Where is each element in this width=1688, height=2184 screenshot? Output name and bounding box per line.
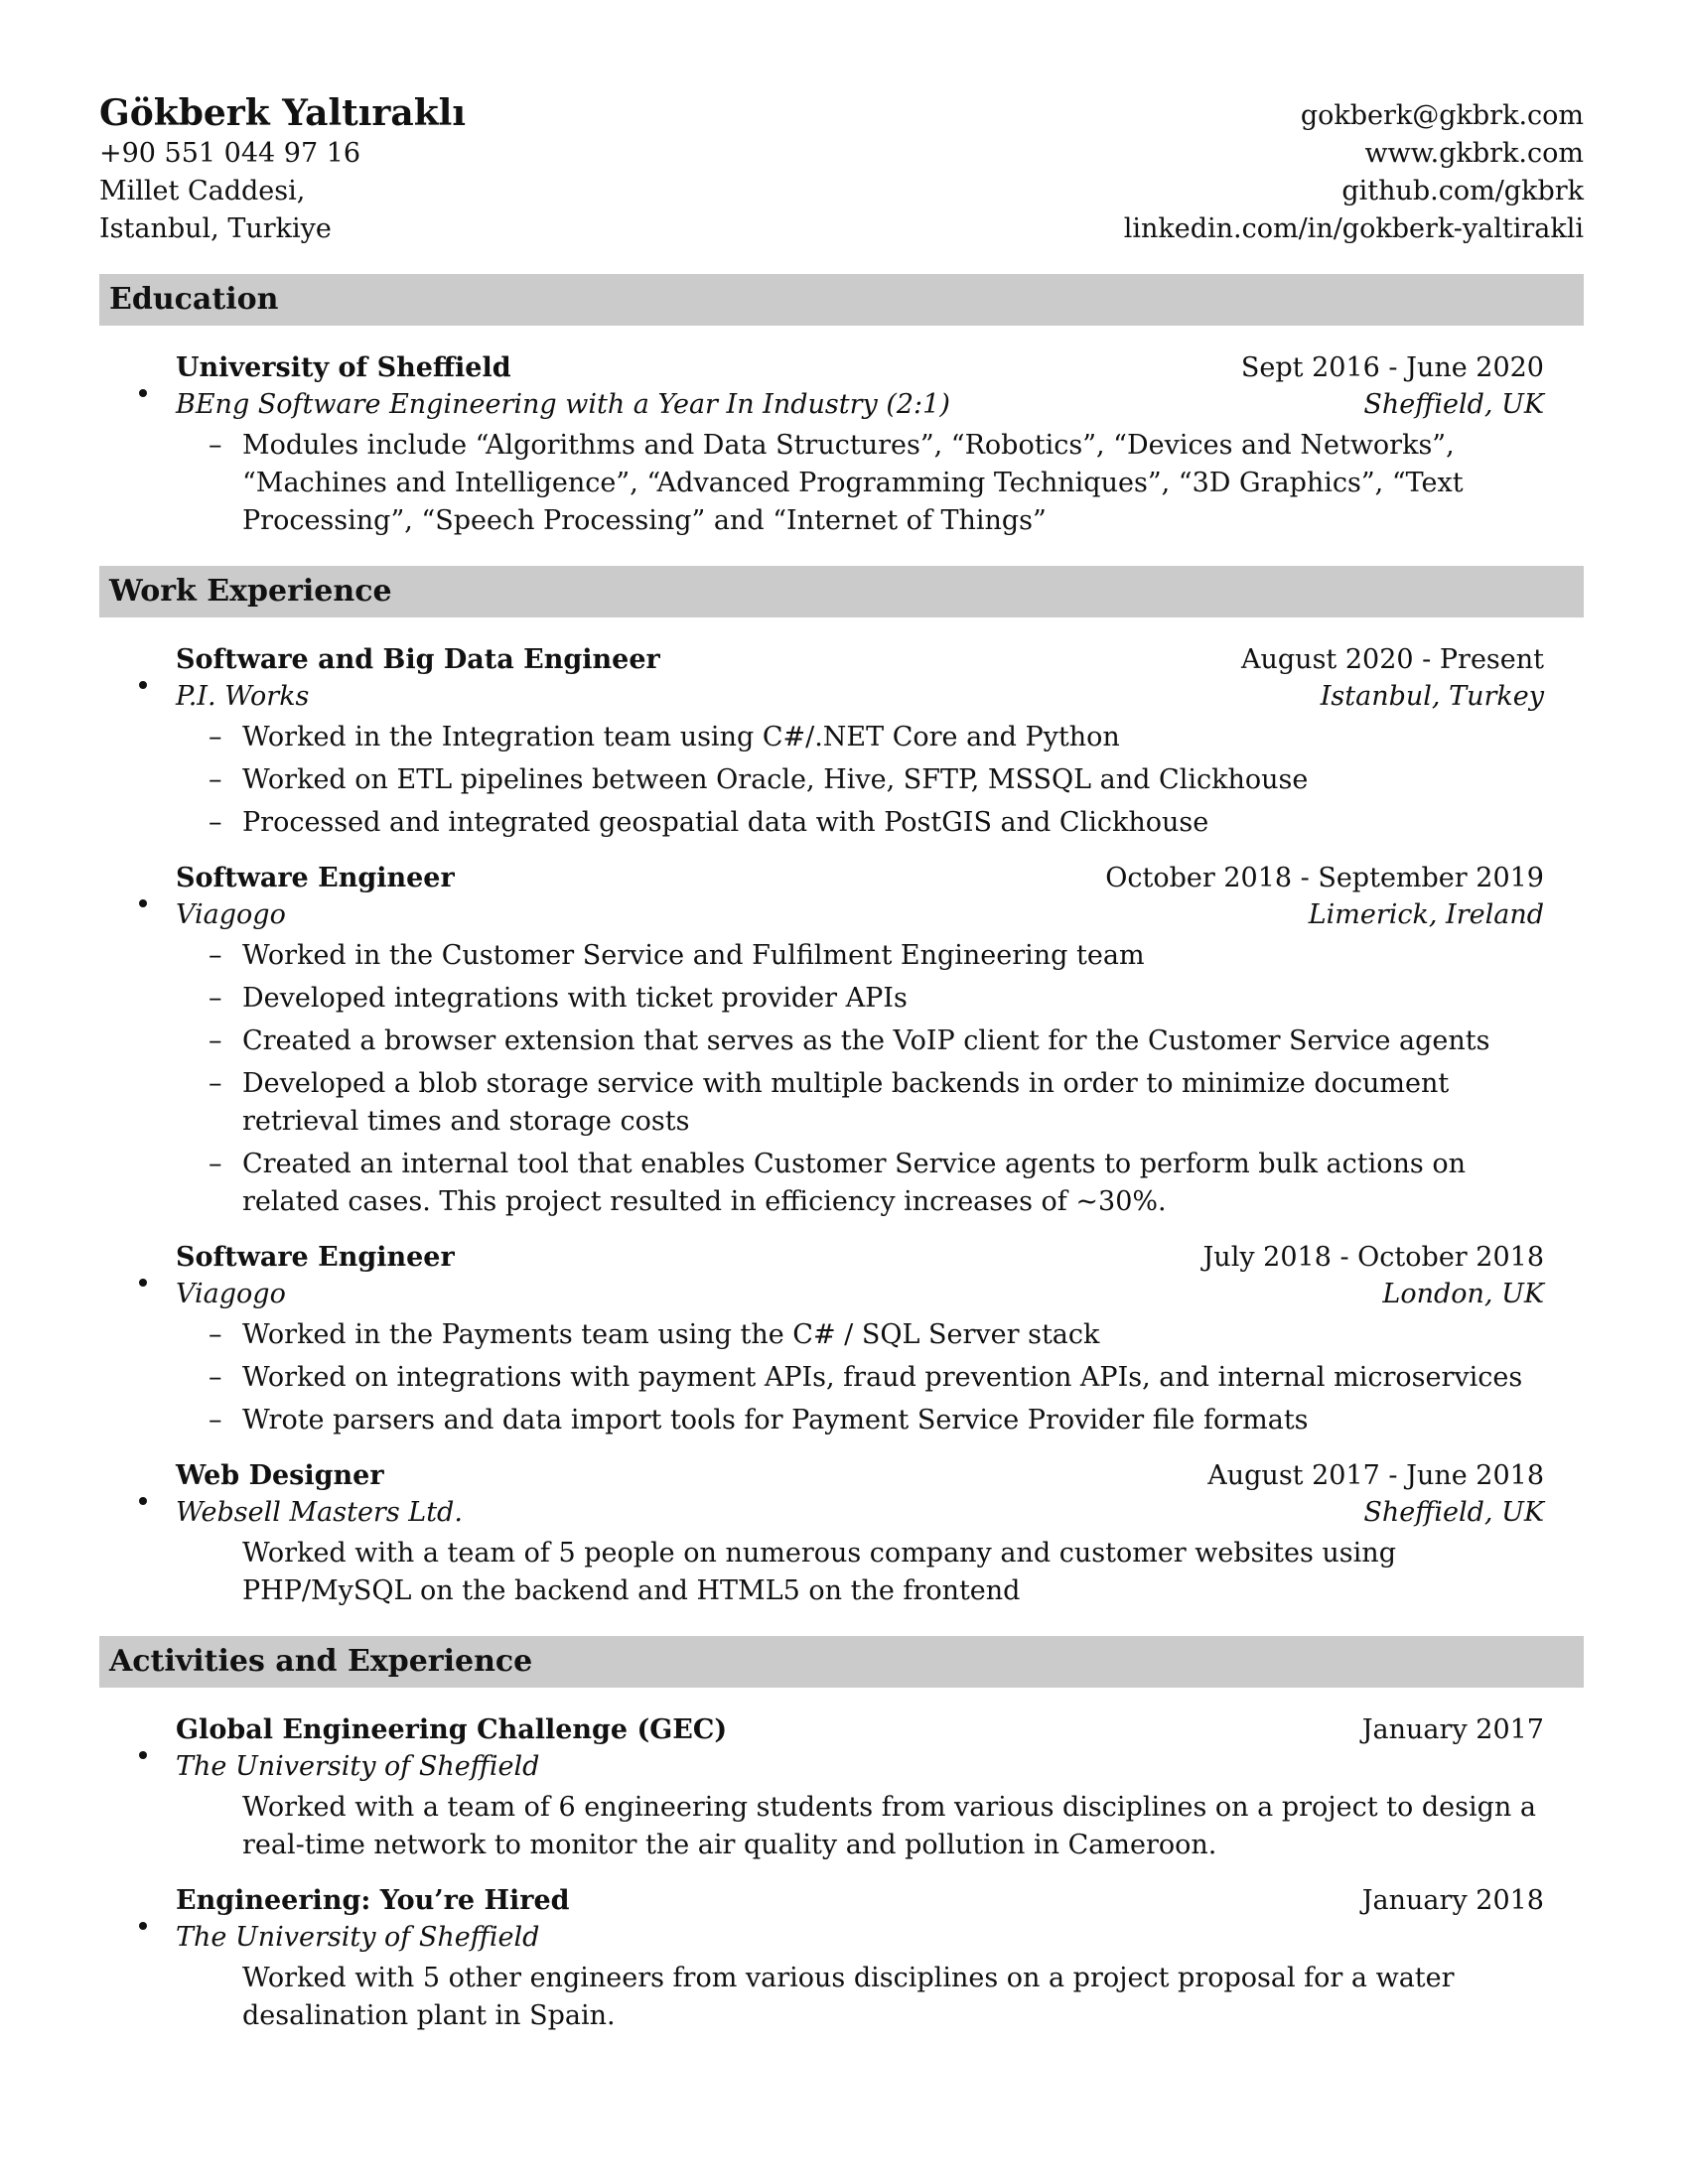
activity-title: Global Engineering Challenge (GEC) [176,1714,728,1745]
work-entry [99,1457,1584,1610]
activity-title: Engineering: You’re Hired [176,1885,570,1916]
section-heading-activities: Activities and Experience [99,1636,1584,1688]
list-item: – Developed integrations with ticket provider APIs [242,980,1544,1018]
website-link[interactable]: www.gkbrk.com [1364,138,1584,169]
entry-dates: January 2018 [1361,1885,1544,1916]
bullet-icon [139,1279,147,1287]
header-left [99,91,466,248]
linkedin-link[interactable]: linkedin.com/in/gokberk-yaltirakli [1123,213,1584,244]
entry-dates: August 2017 - June 2018 [1207,1460,1544,1491]
activity-entry [99,1711,1584,1864]
github-link[interactable]: github.com/gkbrk [1341,176,1584,206]
bullet-icon [139,1922,147,1930]
entry-location: Limerick, Ireland [1308,899,1544,930]
entry-dates: October 2018 - September 2019 [1105,863,1544,893]
header-right [1124,91,1584,248]
work-entry [99,860,1584,1221]
list-item: – Wrote parsers and data import tools for Payment Service Provider file formats [242,1402,1544,1439]
job-title: Software and Big Data Engineer [176,644,660,675]
entry-description: Worked with a team of 6 engineering students from various disciplines on a project to design a real-time network to monitor the air quality and pollution in Cameroon. [242,1792,1536,1860]
list-item: – Processed and integrated geospatial data with PostGIS and Clickhouse [242,804,1544,842]
address-line-2: Istanbul, Turkiye [99,213,332,244]
resume-header [99,91,1584,248]
company-name: Viagogo [176,899,286,930]
company-name: Viagogo [176,1279,286,1309]
entry-dates: July 2018 - October 2018 [1202,1242,1544,1273]
job-title: Software Engineer [176,1242,455,1273]
address-line-1: Millet Caddesi, [99,176,306,206]
list-item: – Modules include “Algorithms and Data Structures”, “Robotics”, “Devices and Networks”, “Machines and Intelligence”, “Advanced Programming Techniques”, “3D Graphics”, “Text Processing”, “Speech Processing” and “Internet of Things” [242,427,1544,540]
list-item: – Created an internal tool that enables Customer Service agents to perform bulk actions on related cases. This project resulted in efficiency increases of ~30%. [242,1146,1544,1221]
organization-name: The University of Sheffield [176,1751,540,1782]
list-item: – Developed a blob storage service with multiple backends in order to minimize document retrieval times and storage costs [242,1065,1544,1141]
entry-location: London, UK [1382,1279,1544,1309]
entry-items [176,719,1544,842]
entry-dates: January 2017 [1361,1714,1544,1745]
email-link[interactable]: gokberk@gkbrk.com [1300,100,1584,131]
section-heading-education: Education [99,274,1584,326]
job-title: Web Designer [176,1460,384,1491]
entry-items [176,427,1544,540]
entry-description: Worked with 5 other engineers from various disciplines on a project proposal for a water desalination plant in Spain. [242,1963,1455,2031]
phone-number: +90 551 044 97 16 [99,138,361,169]
job-title: Software Engineer [176,863,455,893]
bullet-icon [139,681,147,689]
candidate-name: Gökberk Yaltıraklı [99,92,467,134]
entry-dates: August 2020 - Present [1241,644,1544,675]
work-entry [99,641,1584,842]
bullet-icon [139,1497,147,1505]
list-item: – Worked in the Payments team using the C# / SQL Server stack [242,1316,1544,1354]
list-item: – Worked in the Integration team using C#/.NET Core and Python [242,719,1544,756]
entry-location: Istanbul, Turkey [1320,681,1544,712]
company-name: Websell Masters Ltd. [176,1497,463,1528]
entry-items [176,1316,1544,1439]
list-item: – Worked on integrations with payment APIs, fraud prevention APIs, and internal microservices [242,1359,1544,1397]
section-heading-work-experience: Work Experience [99,566,1584,617]
list-item: – Worked on ETL pipelines between Oracle, Hive, SFTP, MSSQL and Clickhouse [242,761,1544,799]
institution-name: University of Sheffield [176,352,511,383]
degree-name: BEng Software Engineering with a Year In Industry (2:1) [176,389,950,420]
activity-entry [99,1882,1584,2035]
entry-dates: Sept 2016 - June 2020 [1240,352,1544,383]
entry-location: Sheffield, UK [1363,389,1544,420]
bullet-icon [139,389,147,397]
company-name: P.I. Works [176,681,310,712]
entry-description: Worked with a team of 5 people on numerous company and customer websites using PHP/MySQL on the backend and HTML5 on the frontend [242,1538,1396,1606]
bullet-icon [139,899,147,907]
bullet-icon [139,1751,147,1759]
entry-location: Sheffield, UK [1363,1497,1544,1528]
work-entry [99,1239,1584,1439]
education-entry [99,349,1584,540]
list-item: – Worked in the Customer Service and Fulfilment Engineering team [242,937,1544,975]
entry-items [176,937,1544,1221]
organization-name: The University of Sheffield [176,1922,540,1953]
list-item: – Created a browser extension that serves as the VoIP client for the Customer Service agents [242,1023,1544,1060]
